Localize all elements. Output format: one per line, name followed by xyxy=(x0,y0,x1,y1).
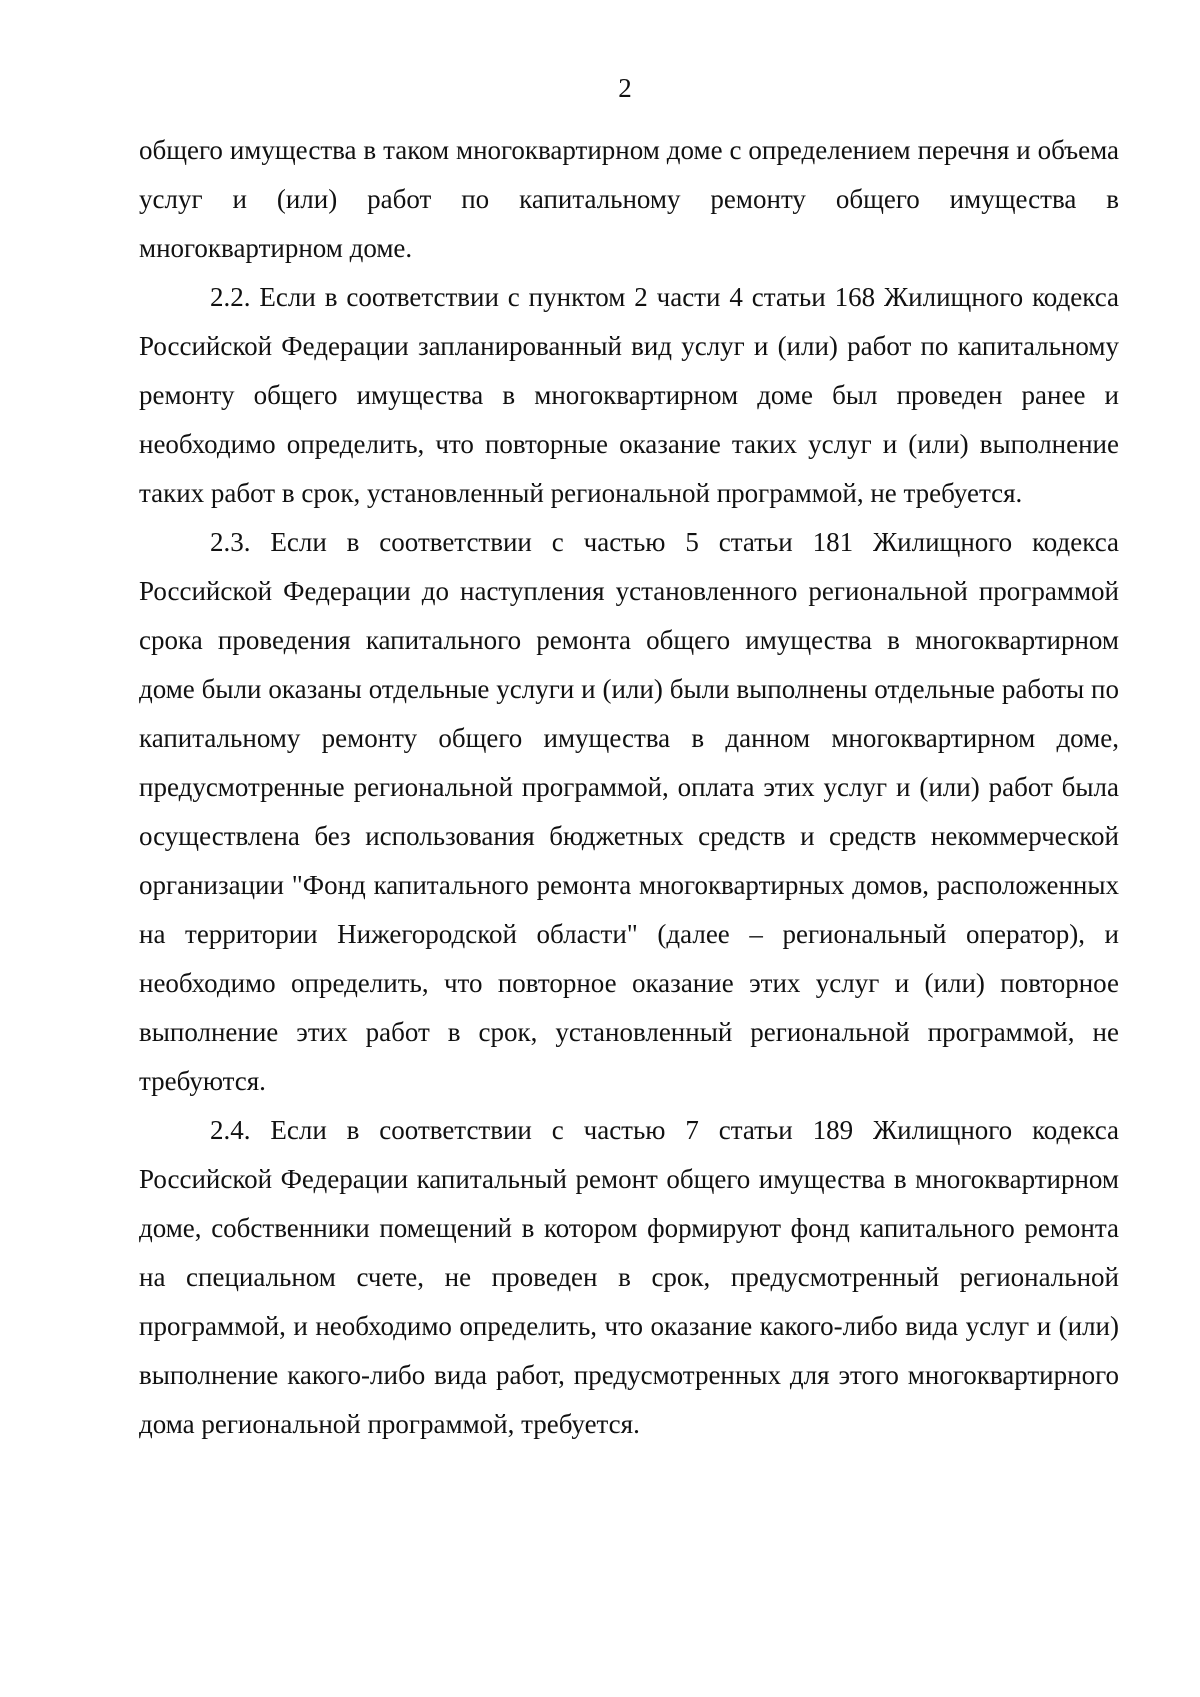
paragraph-2-4: 2.4. Если в соответствии с частью 7 статьи 189 Жилищного кодекса Российской Федерации капитальный ремонт общего имущества в многоквартирном доме, собственники помещений в котором формируют фонд капитального ремонта на специальном счете, не проведен в срок, предусмотренный региональной программой, и необходимо определить, что оказание какого-либо вида услуг и (или) выполнение какого-либо вида работ, предусмотренных для этого многоквартирного дома региональной программой, требуется. xyxy=(139,1115,1119,1439)
document-body xyxy=(139,126,1119,1449)
paragraph-2-2: 2.2. Если в соответствии с пунктом 2 части 4 статьи 168 Жилищного кодекса Российской Федерации запланированный вид услуг и (или) работ по капитальному ремонту общего имущества в многоквартирном доме был проведен ранее и необходимо определить, что повторные оказание таких услуг и (или) выполнение таких работ в срок, установленный региональной программой, не требуется. xyxy=(139,282,1119,508)
paragraph-continuation: общего имущества в таком многоквартирном доме с определением перечня и объема услуг и (или) работ по капитальному ремонту общего имущества в многоквартирном доме. xyxy=(139,135,1119,263)
page-number: 2 xyxy=(618,73,632,103)
paragraph-2-3: 2.3. Если в соответствии с частью 5 статьи 181 Жилищного кодекса Российской Федерации до наступления установленного региональной программой срока проведения капитального ремонта общего имущества в многоквартирном доме были оказаны отдельные услуги и (или) были выполнены отдельные работы по капитальному ремонту общего имущества в данном многоквартирном доме, предусмотренные региональной программой, оплата этих услуг и (или) работ была осуществлена без использования бюджетных средств и средств некоммерческой организации "Фонд капитального ремонта многоквартирных домов, расположенных на территории Нижегородской области" (далее – региональный оператор), и необходимо определить, что повторное оказание этих услуг и (или) повторное выполнение этих работ в срок, установленный региональной программой, не требуются. xyxy=(139,527,1119,1096)
